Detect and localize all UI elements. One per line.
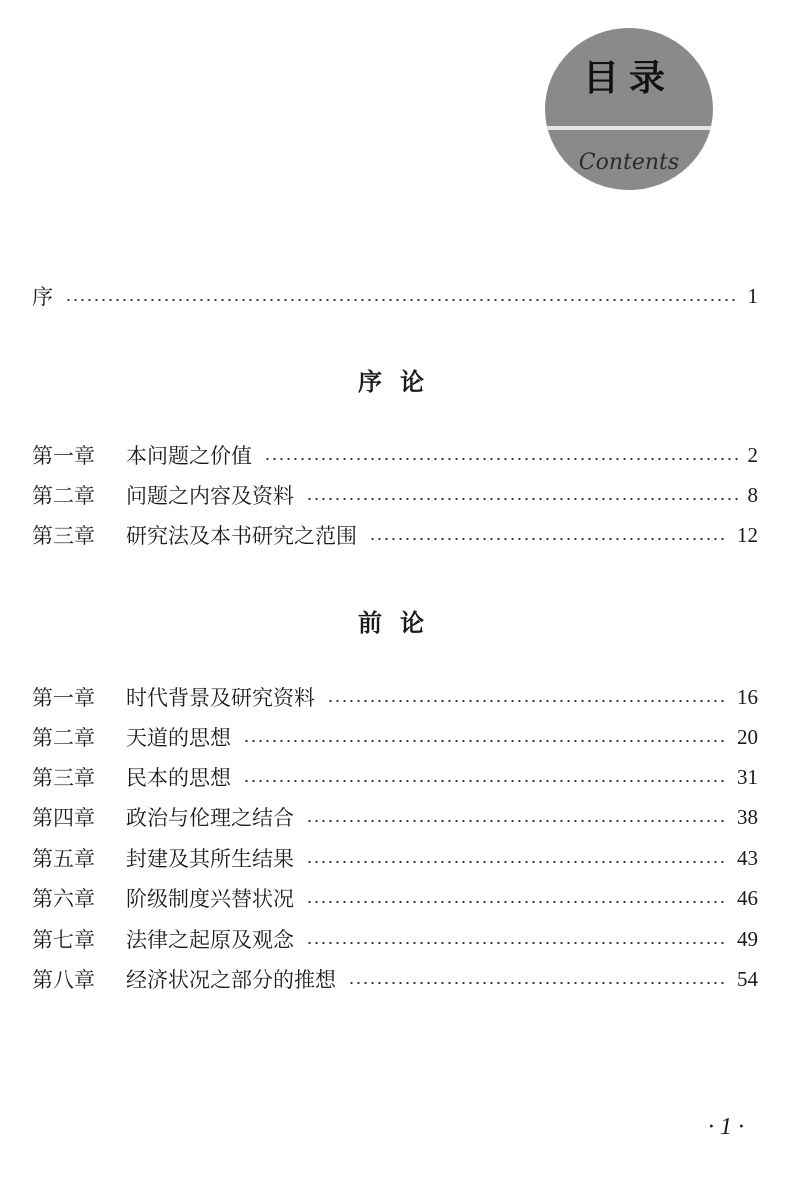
toc-entry-title: 民本的思想 [126, 766, 231, 790]
dot-leader [348, 982, 727, 984]
dot-leader [243, 740, 727, 742]
toc-entry[interactable] [32, 924, 758, 954]
toc-entry-title: 本问题之价值 [126, 444, 252, 468]
toc-entry[interactable] [32, 682, 758, 712]
toc-entry-chapter: 第三章 [32, 766, 95, 790]
toc-entry-title: 法律之起原及观念 [126, 928, 294, 952]
toc-entry[interactable] [32, 440, 758, 470]
toc-entry-chapter: 第三章 [32, 524, 95, 548]
toc-entry-page: 1 [747, 283, 758, 308]
toc-entry-page: 43 [737, 845, 758, 870]
contents-badge [545, 28, 713, 190]
toc-entry-title: 问题之内容及资料 [126, 484, 294, 508]
toc-entry-title: 政治与伦理之结合 [126, 806, 294, 830]
toc-entry-page: 54 [737, 966, 758, 991]
toc-entry-title: 天道的思想 [126, 726, 231, 750]
toc-entry[interactable] [32, 520, 758, 550]
page-number: · 1 · [708, 1114, 744, 1140]
toc-entry[interactable] [32, 722, 758, 752]
dot-leader [369, 538, 727, 540]
toc-entry[interactable] [32, 762, 758, 792]
contents-title: 目录 [582, 58, 675, 99]
dot-leader [306, 942, 727, 944]
toc-entry-page: 38 [737, 804, 758, 829]
toc-entry-title: 时代背景及研究资料 [126, 686, 315, 710]
toc-entry-title: 研究法及本书研究之范围 [126, 524, 357, 548]
toc-entry-page: 46 [737, 885, 758, 910]
section-heading-xulun: 序论 [358, 368, 442, 396]
toc-entry-title: 阶级制度兴替状况 [126, 887, 294, 911]
badge-divider [545, 126, 713, 130]
toc-entry-page: 49 [737, 926, 758, 951]
toc-entry-page: 20 [737, 724, 758, 749]
toc-entry-chapter: 第五章 [32, 847, 95, 871]
section-heading-qianlun: 前论 [358, 609, 442, 637]
toc-entry-page: 2 [747, 442, 758, 467]
toc-entry-chapter: 第八章 [32, 968, 95, 992]
toc-entry-chapter: 第二章 [32, 484, 95, 508]
toc-entry[interactable] [32, 964, 758, 994]
dot-leader [65, 299, 738, 301]
toc-entry-page: 12 [737, 522, 758, 547]
dot-leader [243, 780, 727, 782]
toc-entry-chapter: 第四章 [32, 806, 95, 830]
dot-leader [306, 901, 727, 903]
toc-entry-chapter: 第一章 [32, 444, 95, 468]
toc-entry[interactable] [32, 480, 758, 510]
dot-leader [306, 820, 727, 822]
toc-entry-chapter: 第七章 [32, 928, 95, 952]
toc-entry-chapter: 第二章 [32, 726, 95, 750]
toc-entry-page: 31 [737, 764, 758, 789]
dot-leader [327, 700, 727, 702]
dot-leader [306, 861, 727, 863]
toc-entry-page: 8 [747, 482, 758, 507]
contents-subtitle: Contents [578, 150, 680, 175]
dot-leader [264, 458, 738, 460]
toc-entry[interactable] [32, 802, 758, 832]
toc-entry-title: 封建及其所生结果 [126, 847, 294, 871]
toc-entry-page: 16 [737, 684, 758, 709]
toc-entry-chapter: 第一章 [32, 686, 95, 710]
toc-entry-preface[interactable] [32, 281, 758, 311]
toc-entry[interactable] [32, 843, 758, 873]
toc-entry-title: 序 [32, 285, 53, 309]
dot-leader [306, 498, 738, 500]
toc-entry-title: 经济状况之部分的推想 [126, 968, 336, 992]
toc-entry-chapter: 第六章 [32, 887, 95, 911]
toc-entry[interactable] [32, 883, 758, 913]
